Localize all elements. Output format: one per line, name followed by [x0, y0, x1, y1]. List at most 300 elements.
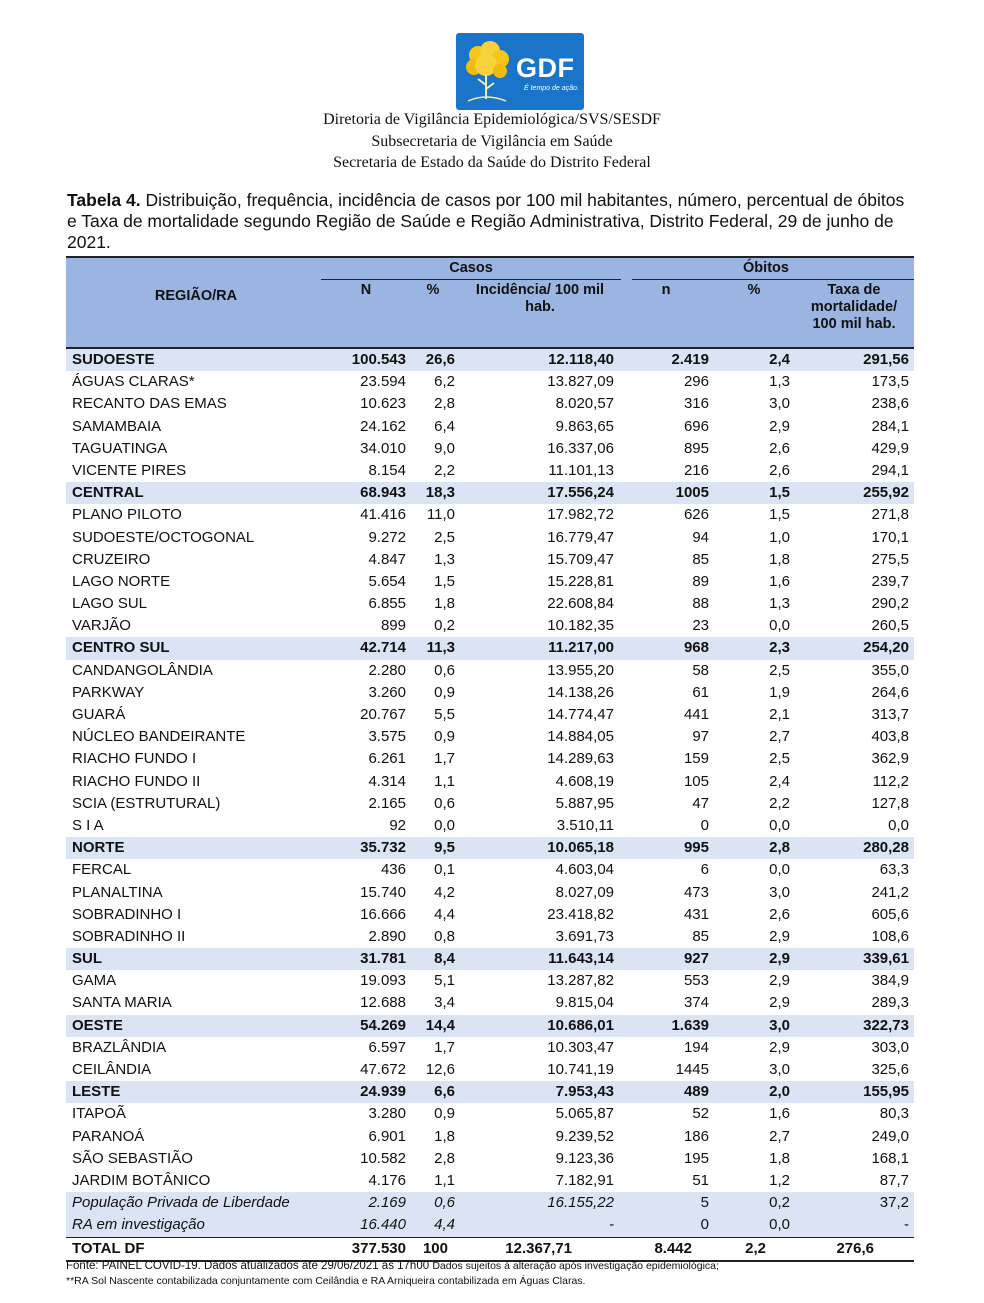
mortality-rate: 322,73 [863, 1016, 909, 1034]
cases-pct: 4,2 [434, 883, 455, 901]
header-casos-rule [321, 279, 621, 280]
incidence: 17.556,24 [547, 484, 614, 502]
table-row [66, 571, 914, 593]
deaths-pct: 2,5 [769, 661, 790, 679]
region-group-row [66, 1081, 914, 1103]
deaths-n: 5 [700, 1194, 709, 1212]
mortality-rate: 303,0 [871, 1038, 909, 1056]
deaths-n: 216 [683, 461, 709, 479]
table-row [66, 393, 914, 415]
cases-pct: 3,4 [434, 994, 455, 1012]
region-name: PLANALTINA [72, 883, 163, 901]
cases-n: 899 [380, 617, 406, 635]
table-row [66, 882, 914, 904]
table-row [66, 726, 914, 748]
region-name: CENTRO SUL [72, 639, 170, 657]
cases-n: 68.943 [360, 484, 406, 502]
region-name: SANTA MARIA [72, 994, 172, 1012]
footnote-source-a: Fonte: PAINEL COVID-19. Dados atualizados até 29/06/2021 às 17h00 [66, 1260, 433, 1272]
deaths-pct: 0,0 [769, 816, 790, 834]
table-row [66, 1059, 914, 1081]
deaths-n: 47 [692, 794, 709, 812]
mortality-rate: 127,8 [871, 794, 909, 812]
table-row [66, 527, 914, 549]
cases-n: 100.543 [351, 351, 406, 368]
cases-n: 2.280 [368, 661, 406, 679]
table-row [66, 371, 914, 393]
mortality-rate: 313,7 [871, 706, 909, 723]
mortality-rate: - [904, 1216, 909, 1234]
region-name: CRUZEIRO [72, 550, 151, 568]
table-row [66, 682, 914, 704]
region-group-row [66, 349, 914, 371]
incidence: 12.367,71 [505, 1239, 572, 1257]
deaths-pct: 3,0 [769, 883, 790, 901]
table-row [66, 704, 914, 726]
deaths-pct: 2,2 [745, 1239, 766, 1257]
cases-pct: 5,1 [434, 972, 455, 990]
deaths-n: 89 [692, 572, 709, 590]
region-name: TOTAL DF [72, 1239, 145, 1257]
deaths-pct: 2,9 [769, 1038, 790, 1056]
deaths-n: 105 [683, 772, 709, 790]
deaths-pct: 3,0 [769, 1016, 790, 1034]
region-name: SUDOESTE/OCTOGONAL [72, 528, 255, 546]
cases-n: 4.847 [368, 550, 406, 568]
header-incidencia: Incidência/ 100 mil hab. [475, 282, 605, 315]
region-name: PLANO PILOTO [72, 506, 182, 524]
incidence: 14.138,26 [547, 683, 614, 701]
cases-pct: 1,7 [434, 750, 455, 768]
incidence: 7.953,43 [555, 1083, 614, 1101]
header-n-obitos: n [661, 282, 671, 298]
mortality-rate: 290,2 [871, 595, 909, 613]
table-row [66, 1148, 914, 1170]
footnote-source [66, 1260, 719, 1272]
cases-n: 3.575 [368, 728, 406, 746]
table-row [66, 771, 914, 793]
incidence: 5.887,95 [555, 794, 614, 812]
header-obitos: Óbitos [743, 260, 789, 276]
incidence: 3.691,73 [555, 927, 614, 945]
deaths-n: 626 [683, 506, 709, 524]
cases-n: 42.714 [360, 639, 406, 657]
mortality-rate: 264,6 [871, 683, 909, 701]
incidence: 16.779,47 [547, 528, 614, 546]
deaths-n: 553 [683, 972, 709, 990]
region-name: ITAPOÃ [72, 1105, 126, 1123]
cases-n: 35.732 [360, 839, 406, 857]
region-name: LAGO SUL [72, 595, 148, 613]
cases-pct: 6,6 [434, 1083, 455, 1101]
mortality-rate: 239,7 [871, 572, 909, 590]
incidence: 11.217,00 [548, 639, 614, 657]
deaths-pct: 1,3 [769, 373, 790, 391]
cases-pct: 6,2 [434, 373, 455, 391]
cases-pct: 11,0 [426, 506, 455, 524]
incidence: 5.065,87 [555, 1105, 614, 1123]
cases-pct: 2,8 [434, 395, 455, 413]
deaths-pct: 1,0 [769, 528, 790, 546]
mortality-rate: 403,8 [871, 728, 909, 746]
deaths-pct: 2,7 [769, 1127, 790, 1145]
deaths-pct: 3,0 [769, 1061, 790, 1078]
cases-n: 8.154 [368, 461, 406, 479]
table-row [66, 904, 914, 926]
deaths-n: 51 [692, 1171, 709, 1189]
deaths-n: 6 [700, 861, 709, 879]
table-row [66, 1170, 914, 1192]
table-row [66, 1192, 914, 1214]
deaths-n: 927 [683, 950, 709, 968]
table-row [66, 748, 914, 770]
deaths-pct: 2,9 [769, 972, 790, 990]
cases-pct: 12,6 [425, 1061, 455, 1078]
region-name: RIACHO FUNDO I [72, 750, 197, 768]
cases-pct: 2,5 [434, 528, 455, 546]
incidence: 15.228,81 [547, 572, 614, 590]
region-group-row [66, 1015, 914, 1037]
region-name: SAMAMBAIA [72, 417, 162, 435]
incidence: 14.884,05 [547, 728, 614, 746]
deaths-n: 374 [683, 994, 709, 1012]
region-name: TAGUATINGA [72, 439, 168, 457]
region-name: RECANTO DAS EMAS [72, 395, 227, 413]
header-taxa: Taxa de mortalidade/ 100 mil hab. [810, 282, 898, 332]
mortality-rate: 260,5 [871, 617, 909, 635]
cases-pct: 9,0 [434, 439, 455, 457]
region-name: PARKWAY [72, 683, 145, 701]
incidence: 8.027,09 [555, 883, 614, 901]
deaths-n: 1445 [675, 1061, 709, 1078]
region-name: LAGO NORTE [72, 572, 171, 590]
cases-n: 2.890 [368, 927, 406, 945]
cases-n: 377.530 [351, 1239, 406, 1257]
deaths-n: 23 [692, 617, 709, 635]
deaths-pct: 2,6 [769, 461, 790, 479]
deaths-n: 194 [683, 1038, 709, 1056]
logo-text: GDF [516, 53, 575, 83]
region-name: SÃO SEBASTIÃO [72, 1149, 193, 1167]
deaths-n: 8.442 [654, 1239, 692, 1257]
table-row [66, 859, 914, 881]
incidence: 22.608,84 [547, 595, 614, 613]
deaths-pct: 2,0 [769, 1083, 790, 1101]
incidence: 4.603,04 [555, 861, 614, 879]
table-row [66, 992, 914, 1014]
deaths-n: 88 [692, 595, 709, 613]
footnote-ra: **RA Sol Nascente contabilizada conjuntamente com Ceilândia e RA Arniqueira contabilizada em Águas Claras. [66, 1275, 586, 1287]
mortality-rate: 384,9 [871, 972, 909, 990]
cases-n: 6.261 [368, 750, 406, 768]
cases-n: 2.165 [368, 794, 406, 812]
table-row [66, 1037, 914, 1059]
table-row [66, 660, 914, 682]
cases-n: 5.654 [368, 572, 406, 590]
mortality-rate: 0,0 [888, 816, 909, 834]
deaths-pct: 2,3 [769, 639, 790, 657]
cases-pct: 0,9 [434, 1105, 455, 1123]
incidence: 15.709,47 [547, 550, 614, 568]
cases-n: 41.416 [360, 506, 406, 524]
region-name: CEILÂNDIA [72, 1061, 152, 1078]
cases-pct: 0,6 [434, 794, 455, 812]
header-pct: % [426, 282, 440, 298]
deaths-pct: 0,0 [769, 617, 790, 635]
cases-pct: 1,3 [434, 550, 455, 568]
incidence: 13.827,09 [547, 373, 614, 391]
cases-pct: 26,6 [425, 351, 455, 368]
deaths-n: 968 [683, 639, 709, 657]
region-name: RIACHO FUNDO II [72, 772, 201, 790]
mortality-rate: 168,1 [871, 1149, 909, 1167]
org-line-1: Diretoria de Vigilância Epidemiológica/SVS/SESDF [323, 111, 661, 128]
incidence: 4.608,19 [555, 772, 614, 790]
deaths-n: 431 [683, 905, 709, 923]
region-name: VICENTE PIRES [72, 461, 187, 479]
cases-pct: 2,2 [434, 461, 455, 479]
cases-pct: 0,1 [434, 861, 455, 879]
table-row [66, 1103, 914, 1125]
region-name: População Privada de Liberdade [72, 1194, 290, 1212]
incidence: - [609, 1216, 614, 1234]
deaths-n: 696 [683, 417, 709, 435]
deaths-pct: 2,7 [769, 728, 790, 746]
mortality-rate: 291,56 [863, 351, 909, 368]
mortality-rate: 108,6 [871, 927, 909, 945]
region-group-row [66, 482, 914, 504]
table-row [66, 926, 914, 948]
deaths-pct: 0,0 [769, 1216, 790, 1234]
incidence: 13.287,82 [547, 972, 614, 990]
deaths-n: 895 [683, 439, 709, 457]
cases-n: 54.269 [360, 1016, 406, 1034]
deaths-n: 473 [683, 883, 709, 901]
region-name: FERCAL [72, 861, 132, 879]
region-name: GAMA [72, 972, 117, 990]
deaths-n: 85 [692, 927, 709, 945]
region-group-row [66, 948, 914, 970]
cases-pct: 1,1 [434, 1171, 455, 1189]
table-row [66, 504, 914, 526]
table-body [66, 349, 914, 1262]
cases-n: 19.093 [360, 972, 406, 990]
incidence: 9.863,65 [555, 417, 614, 435]
table-row [66, 438, 914, 460]
deaths-pct: 2,4 [769, 772, 790, 790]
incidence: 10.686,01 [547, 1016, 614, 1034]
deaths-pct: 0,2 [769, 1194, 790, 1212]
table-row [66, 1214, 914, 1236]
table-header [66, 256, 914, 349]
mortality-rate: 325,6 [871, 1061, 909, 1078]
incidence: 23.418,82 [547, 905, 614, 923]
cases-n: 12.688 [360, 994, 406, 1012]
cases-n: 31.781 [360, 950, 406, 968]
mortality-rate: 254,20 [863, 639, 909, 657]
deaths-pct: 1,3 [769, 595, 790, 613]
region-name: BRAZLÂNDIA [72, 1038, 167, 1056]
mortality-rate: 238,6 [871, 395, 909, 413]
incidence: 9.123,36 [555, 1149, 614, 1167]
mortality-rate: 87,7 [879, 1171, 909, 1189]
deaths-n: 94 [692, 528, 709, 546]
cases-pct: 1,8 [434, 1127, 455, 1145]
incidence: 12.118,40 [548, 351, 614, 368]
cases-n: 10.582 [360, 1149, 406, 1167]
deaths-pct: 2,1 [769, 706, 790, 723]
deaths-pct: 2,8 [769, 839, 790, 857]
deaths-n: 296 [683, 373, 709, 391]
incidence: 16.337,06 [547, 439, 614, 457]
deaths-pct: 2,6 [769, 439, 790, 457]
header-region: REGIÃO/RA [154, 288, 238, 304]
cases-pct: 9,5 [434, 839, 455, 857]
incidence: 3.510,11 [556, 816, 614, 834]
region-name: NÚCLEO BANDEIRANTE [72, 728, 246, 746]
table-row [66, 1126, 914, 1148]
region-group-row [66, 637, 914, 659]
cases-pct: 0,8 [434, 927, 455, 945]
mortality-rate: 255,92 [863, 484, 909, 502]
mortality-rate: 155,95 [863, 1083, 909, 1101]
cases-n: 24.939 [360, 1083, 406, 1101]
region-name: OESTE [72, 1016, 123, 1034]
cases-n: 92 [389, 816, 406, 834]
header-pct-obitos: % [747, 282, 761, 298]
incidence: 10.303,47 [547, 1038, 614, 1056]
incidence: 17.982,72 [547, 506, 614, 524]
cases-pct: 0,6 [434, 1194, 455, 1212]
cases-n: 34.010 [360, 439, 406, 457]
cases-n: 9.272 [368, 528, 406, 546]
deaths-n: 58 [692, 661, 709, 679]
region-name: CANDANGOLÂNDIA [72, 661, 213, 679]
cases-pct: 1,7 [434, 1038, 455, 1056]
deaths-n: 0 [700, 1216, 709, 1234]
deaths-pct: 2,4 [769, 351, 790, 368]
deaths-n: 441 [683, 706, 709, 723]
cases-n: 4.314 [368, 772, 406, 790]
deaths-n: 1005 [675, 484, 709, 502]
header-obitos-rule [632, 279, 914, 280]
table-row [66, 793, 914, 815]
deaths-pct: 1,2 [769, 1171, 790, 1189]
mortality-rate: 112,2 [872, 772, 909, 790]
cases-n: 20.767 [360, 706, 406, 723]
caption-label: Tabela 4. [67, 190, 141, 210]
incidence: 11.643,14 [548, 950, 614, 968]
region-name: VARJÃO [72, 617, 131, 635]
mortality-rate: 275,5 [871, 550, 909, 568]
cases-pct: 2,8 [434, 1149, 455, 1167]
cases-pct: 5,5 [434, 706, 455, 723]
data-table [66, 256, 914, 1262]
region-name: S I A [72, 816, 104, 834]
footnote-source-b: Dados sujeitos à alteração após investigação epidemiológica; [432, 1260, 719, 1272]
table-row [66, 460, 914, 482]
cases-n: 15.740 [360, 883, 406, 901]
deaths-n: 52 [692, 1105, 709, 1123]
ipe-tree-icon [462, 39, 518, 105]
cases-pct: 0,9 [434, 683, 455, 701]
cases-n: 4.176 [368, 1171, 406, 1189]
mortality-rate: 37,2 [879, 1194, 909, 1212]
deaths-pct: 1,5 [769, 506, 790, 524]
cases-n: 3.280 [368, 1105, 406, 1123]
cases-pct: 4,4 [434, 1216, 455, 1234]
deaths-n: 97 [692, 728, 709, 746]
cases-n: 23.594 [360, 373, 406, 391]
cases-pct: 1,5 [434, 572, 455, 590]
deaths-n: 85 [692, 550, 709, 568]
cases-n: 436 [380, 861, 406, 879]
mortality-rate: 170,1 [871, 528, 909, 546]
cases-pct: 14,4 [425, 1016, 455, 1034]
cases-pct: 0,2 [434, 617, 455, 635]
cases-pct: 4,4 [434, 905, 455, 923]
deaths-n: 316 [683, 395, 709, 413]
cases-n: 6.855 [368, 595, 406, 613]
incidence: 10.182,35 [547, 617, 614, 635]
cases-pct: 1,8 [434, 595, 455, 613]
incidence: 9.239,52 [555, 1127, 614, 1145]
org-line-3: Secretaria de Estado da Saúde do Distrito Federal [333, 154, 651, 171]
incidence: 10.065,18 [547, 839, 614, 857]
mortality-rate: 241,2 [871, 883, 909, 901]
cases-pct: 18,3 [425, 484, 455, 502]
deaths-pct: 3,0 [769, 395, 790, 413]
region-name: ÁGUAS CLARAS* [72, 373, 195, 391]
table-caption [67, 190, 917, 253]
header-n: N [360, 282, 372, 298]
cases-pct: 0,0 [434, 816, 455, 834]
table-row [66, 815, 914, 837]
cases-n: 16.440 [360, 1216, 406, 1234]
region-name: LESTE [72, 1083, 121, 1101]
cases-pct: 11,3 [426, 639, 455, 657]
cases-pct: 100 [422, 1239, 448, 1257]
deaths-pct: 0,0 [769, 861, 790, 879]
region-name: CENTRAL [72, 484, 144, 502]
table-row [66, 970, 914, 992]
region-name: SOBRADINHO I [72, 905, 182, 923]
deaths-n: 61 [692, 683, 709, 701]
mortality-rate: 605,6 [871, 905, 909, 923]
mortality-rate: 294,1 [871, 461, 909, 479]
mortality-rate: 289,3 [871, 994, 909, 1012]
deaths-n: 186 [683, 1127, 709, 1145]
deaths-pct: 2,9 [769, 927, 790, 945]
incidence: 14.289,63 [547, 750, 614, 768]
region-name: SCIA (ESTRUTURAL) [72, 794, 221, 812]
deaths-pct: 1,8 [769, 550, 790, 568]
incidence: 16.155,22 [547, 1194, 614, 1212]
table-row [66, 615, 914, 637]
region-name: RA em investigação [72, 1216, 205, 1234]
deaths-n: 2.419 [671, 351, 709, 368]
deaths-n: 159 [683, 750, 709, 768]
cases-pct: 1,1 [434, 772, 455, 790]
gdf-logo [456, 33, 584, 110]
mortality-rate: 339,61 [863, 950, 909, 968]
incidence: 7.182,91 [555, 1171, 614, 1189]
caption-text: Distribuição, frequência, incidência de casos por 100 mil habitantes, número, percentual de óbitos e Taxa de mortalidade segundo Região de Saúde e Região Administrativa, Distrito Federal, 29 de junho de 2021. [67, 190, 905, 252]
deaths-pct: 2,2 [769, 794, 790, 812]
total-row [66, 1237, 914, 1262]
mortality-rate: 80,3 [879, 1105, 909, 1123]
deaths-pct: 1,9 [769, 683, 790, 701]
